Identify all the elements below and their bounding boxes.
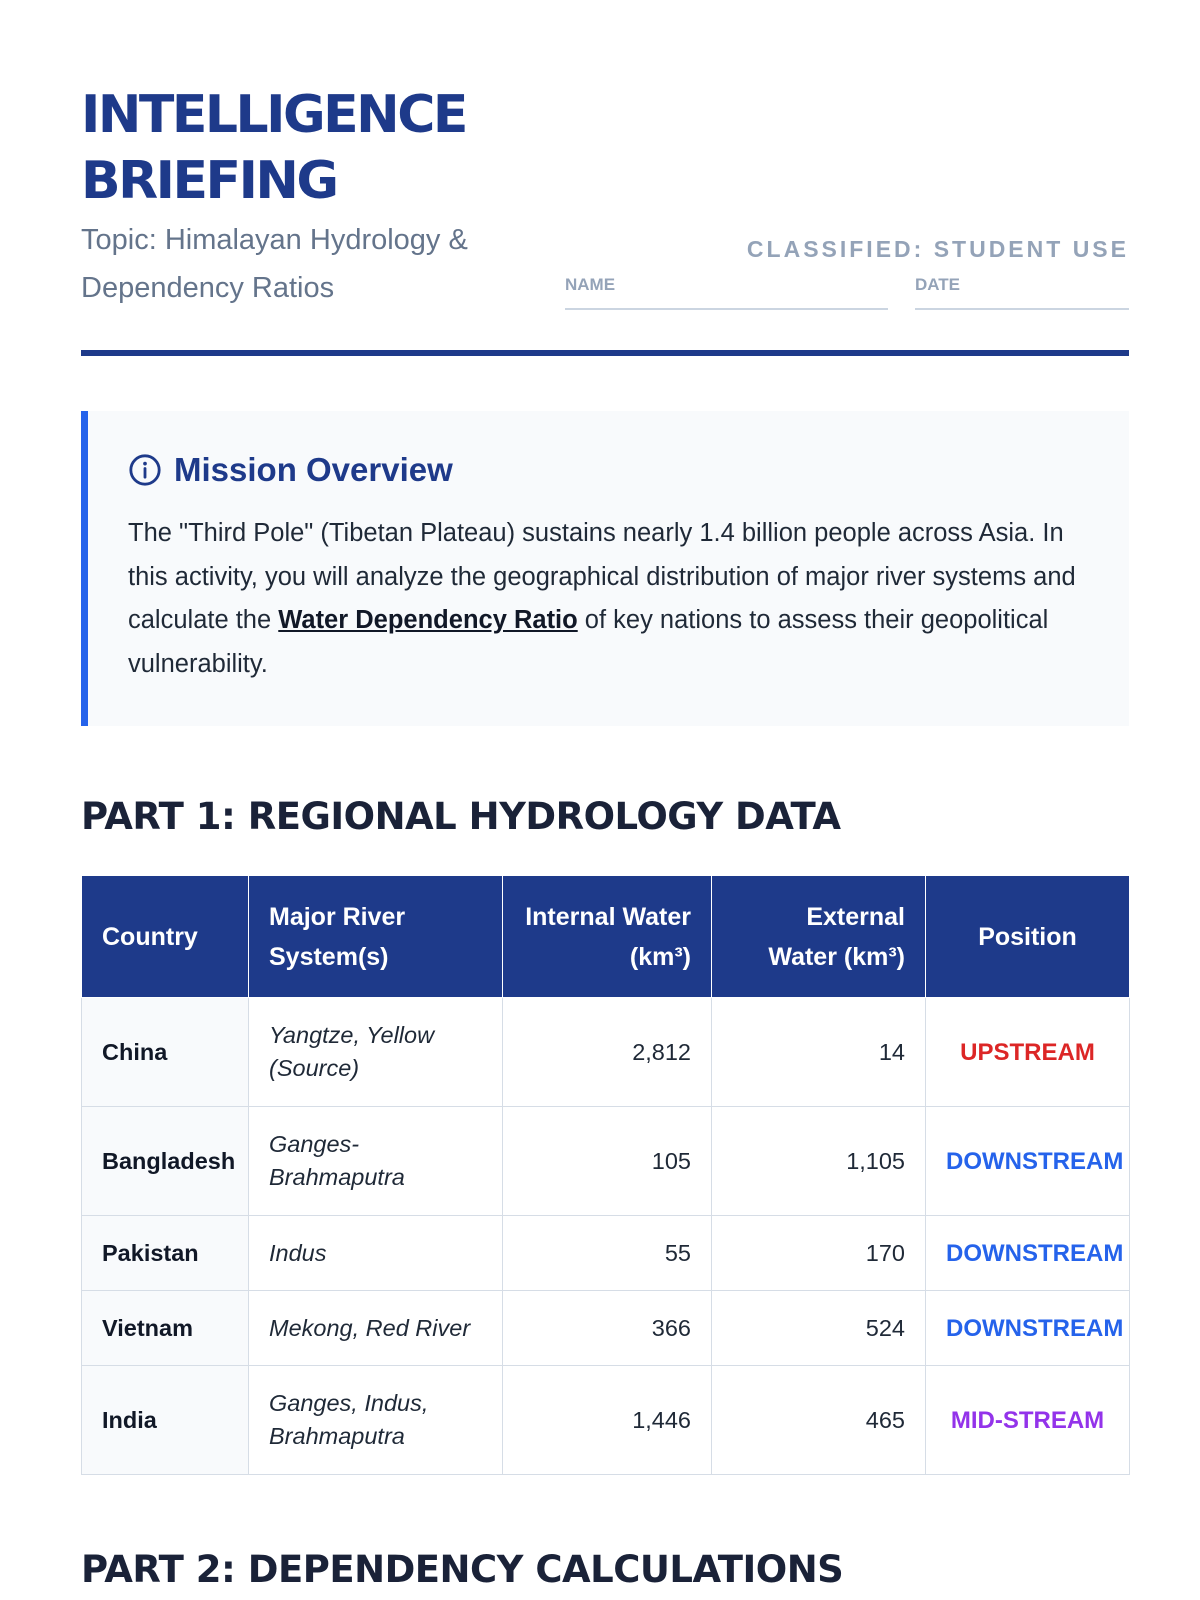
position-cell: DOWNSTREAM [926,1216,1130,1291]
date-field[interactable] [915,275,1129,310]
position-cell: MID-STREAM [926,1366,1130,1475]
mission-text [128,512,1088,686]
date-label: DATE [915,275,961,294]
river-cell: Indus [249,1216,503,1291]
internal-cell: 366 [503,1291,712,1366]
topic-subtitle: Topic: Himalayan Hydrology & Dependency Ratios [81,224,468,304]
part2-title: PART 2: DEPENDENCY CALCULATIONS [81,1548,844,1591]
name-label: NAME [565,275,616,294]
position-cell: UPSTREAM [926,998,1130,1107]
header-position: Position [926,876,1130,998]
hydrology-table [81,875,1130,1475]
classified-label: CLASSIFIED: STUDENT USE [746,236,1129,262]
header-internal: Internal Water (km³) [503,876,712,998]
table-header-row [82,876,1130,998]
title-line-2: BRIEFING [81,151,337,211]
river-cell: Ganges-Brahmaputra [249,1107,503,1216]
country-cell: Pakistan [82,1216,249,1291]
internal-cell: 55 [503,1216,712,1291]
external-cell: 170 [712,1216,926,1291]
external-cell: 465 [712,1366,926,1475]
external-cell: 1,105 [712,1107,926,1216]
country-cell: India [82,1366,249,1475]
info-icon [128,453,162,487]
river-cell: Yangtze, Yellow (Source) [249,998,503,1107]
mission-overview-box [81,411,1129,726]
external-cell: 524 [712,1291,926,1366]
internal-cell: 105 [503,1107,712,1216]
table-row [82,1107,1130,1216]
internal-cell: 1,446 [503,1366,712,1475]
table-row [82,1366,1130,1475]
name-field[interactable] [565,275,888,310]
header-divider [81,350,1129,356]
position-cell: DOWNSTREAM [926,1107,1130,1216]
country-cell: Vietnam [82,1291,249,1366]
table-row [82,1291,1130,1366]
table-row [82,1216,1130,1291]
river-cell: Mekong, Red River [249,1291,503,1366]
page-title [81,82,466,214]
worksheet-page [81,0,1129,1591]
title-line-1: INTELLIGENCE [81,85,466,145]
country-cell: Bangladesh [82,1107,249,1216]
mission-keyword: Water Dependency Ratio [278,606,578,634]
table-row [82,998,1130,1107]
header-rivers: Major River System(s) [249,876,503,998]
river-cell: Ganges, Indus, Brahmaputra [249,1366,503,1475]
mission-title: Mission Overview [174,451,453,488]
part1-title: PART 1: REGIONAL HYDROLOGY DATA [81,795,841,838]
header-country: Country [82,876,249,998]
header-external: External Water (km³) [712,876,926,998]
external-cell: 14 [712,998,926,1107]
mission-header [128,451,453,489]
country-cell: China [82,998,249,1107]
internal-cell: 2,812 [503,998,712,1107]
position-cell: DOWNSTREAM [926,1291,1130,1366]
mission-text-after: of key nations to assess their geopolitical vulnerability. [128,606,1049,678]
mission-text-before: The "Third Pole" (Tibetan Plateau) sustains nearly 1.4 billion people across Asia. In this activity, you will analyze the geographical distribution of major river systems and calculate the [128,519,1076,634]
briefing-header [81,0,1129,360]
